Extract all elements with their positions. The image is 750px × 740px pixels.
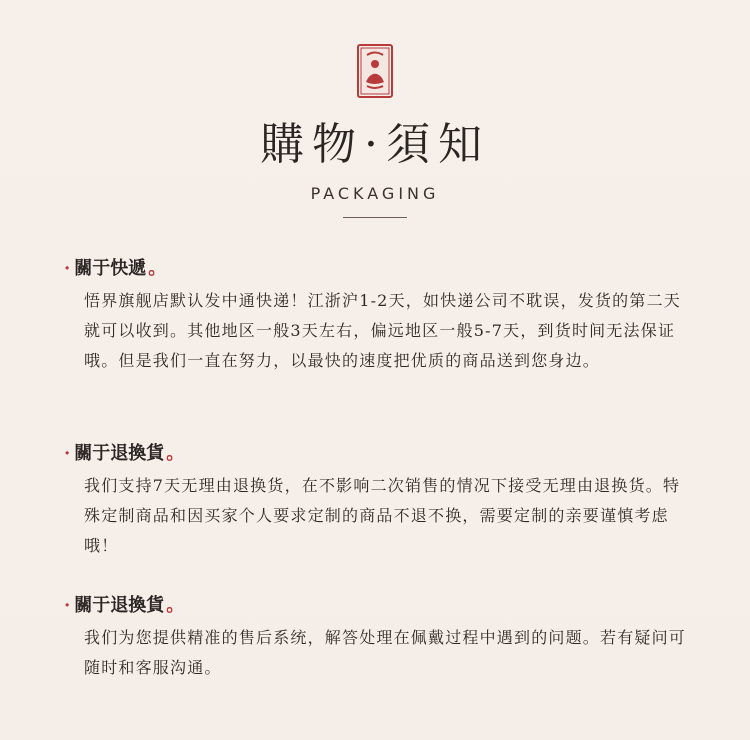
section-body: 悟界旗舰店默认发中通快递！江浙沪1-2天，如快递公司不耽误，发货的第二天就可以收到。其他地区一般3天左右，偏远地区一般5-7天，到货时间无法保证哦。但是我们一直在努力，以最快的速度把优质的商品送到您身边。 bbox=[84, 291, 681, 370]
page-subtitle: PACKAGING bbox=[310, 184, 440, 203]
buddha-seal-icon bbox=[357, 44, 393, 98]
section-shipping bbox=[64, 257, 704, 376]
bullet-dot: · bbox=[64, 595, 71, 616]
section-heading bbox=[64, 442, 704, 466]
section-returns bbox=[64, 442, 704, 561]
section-title: 關于快遞 bbox=[74, 258, 147, 279]
section-title: 關于退換貨 bbox=[74, 443, 165, 464]
section-heading bbox=[64, 257, 704, 281]
title-underline bbox=[343, 217, 407, 218]
heading-end-mark: 。 bbox=[148, 258, 167, 279]
section-body: 我们为您提供精准的售后系统，解答处理在佩戴过程中遇到的问题。若有疑问可随时和客服沟通。 bbox=[84, 628, 687, 677]
section-title: 關于退換貨 bbox=[74, 595, 165, 616]
page-title: 購物·須知 bbox=[260, 119, 490, 170]
section-heading bbox=[64, 594, 704, 618]
section-body: 我们支持7天无理由退换货，在不影响二次销售的情况下接受无理由退换货。特殊定制商品和因买家个人要求定制的商品不退不换，需要定制的亲要谨慎考虑哦！ bbox=[84, 476, 681, 555]
bullet-dot: · bbox=[64, 258, 71, 279]
heading-end-mark: 。 bbox=[166, 595, 185, 616]
heading-end-mark: 。 bbox=[166, 443, 185, 464]
section-after-sales bbox=[64, 594, 704, 683]
bullet-dot: · bbox=[64, 443, 71, 464]
